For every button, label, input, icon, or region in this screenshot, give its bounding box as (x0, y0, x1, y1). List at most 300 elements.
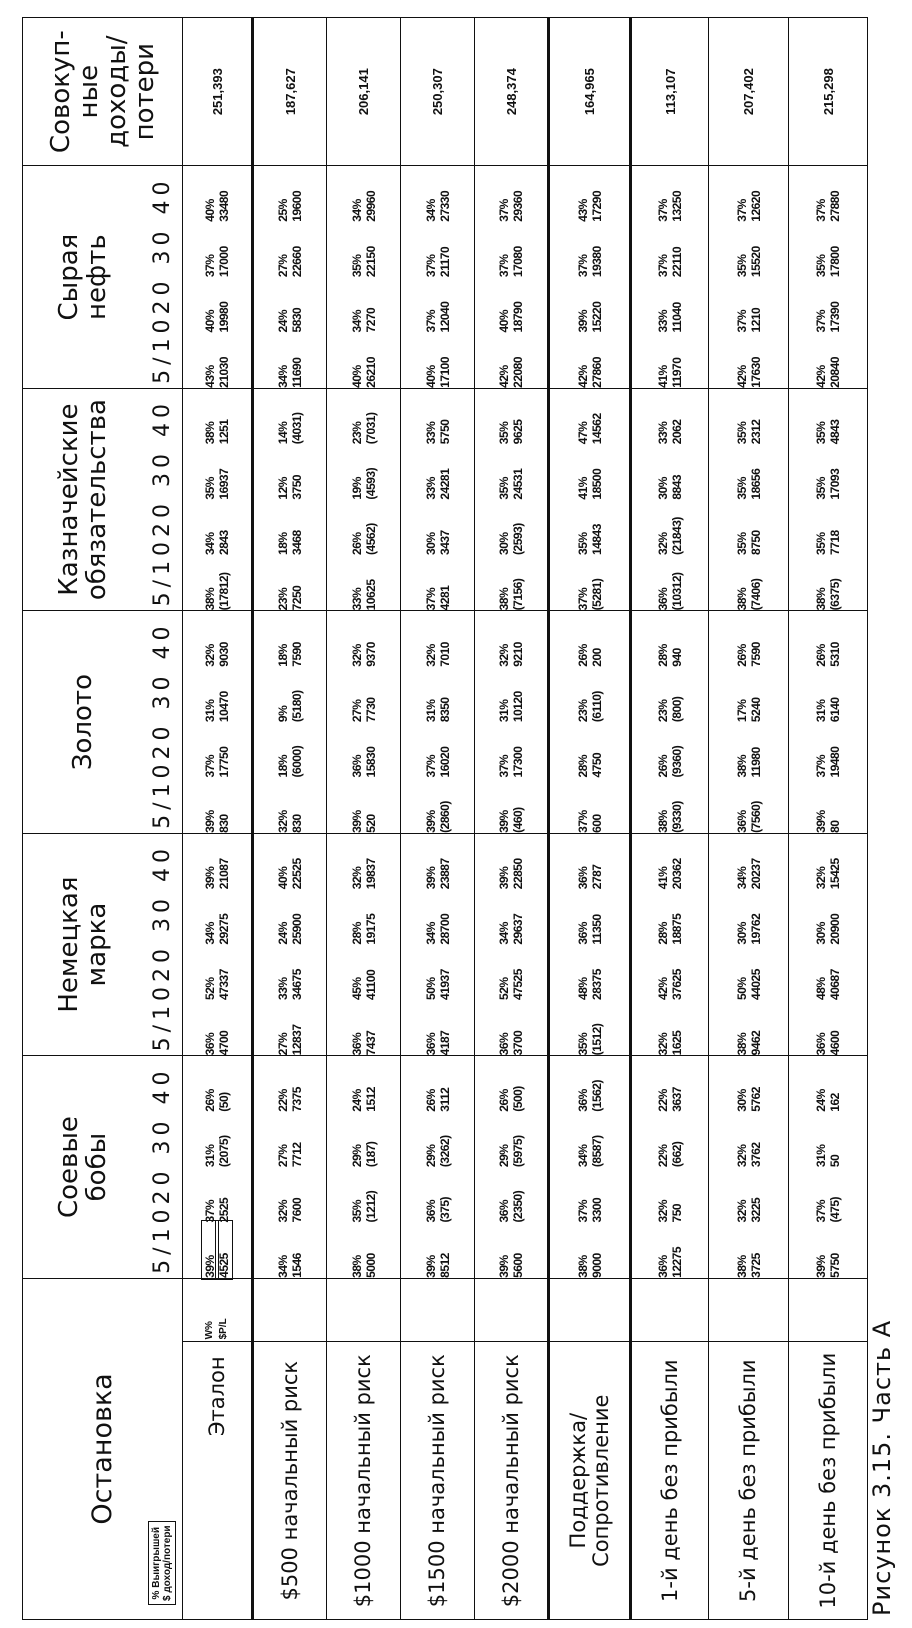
pl-line (590, 166, 604, 388)
pl-value: 4843 (828, 419, 842, 445)
win-pct-value: 30% (734, 1089, 749, 1112)
pl-value: 3725 (748, 1253, 763, 1278)
row-key (789, 1278, 868, 1342)
legend-pl-label: $ доход/потери (162, 1525, 173, 1601)
gold-ticks: 5/1020 30 40 (143, 611, 183, 834)
pl-value: 15425 (828, 858, 842, 890)
win-pct-value: 38% (734, 1255, 749, 1278)
win-pct-value: 39% (423, 810, 438, 833)
pl-value: (17812) (217, 572, 231, 611)
win-pct-value: 30% (497, 532, 511, 555)
pl-value: 4600 (828, 1030, 842, 1056)
pl-line (828, 1056, 842, 1278)
tb-cell (475, 388, 549, 611)
pl-value: (7031) (363, 412, 378, 445)
pl-value: 200 (589, 648, 604, 667)
table-row (631, 18, 709, 1620)
win-pct-line (656, 389, 670, 611)
pl-line (438, 389, 452, 611)
gold-cell (549, 611, 631, 834)
win-pct-value: 34% (423, 922, 438, 945)
win-pct-value: 31% (497, 699, 511, 723)
pl-value: 830 (290, 814, 304, 833)
pl-value: 10625 (363, 579, 378, 611)
soybeans-header-line2: бобы (81, 1132, 112, 1202)
win-pct-value: 24% (276, 922, 290, 945)
win-pct-value: 36% (656, 587, 670, 611)
win-pct-line (735, 611, 749, 833)
win-pct-value: 39% (814, 810, 828, 833)
win-pct-line (350, 166, 364, 388)
tb-cell (631, 388, 709, 611)
win-pct-value: 41% (575, 477, 590, 500)
pl-line (670, 389, 684, 611)
pl-value: 17390 (828, 301, 842, 333)
soy-cell (709, 1056, 789, 1279)
win-pct-value: 36% (656, 1255, 670, 1278)
pl-value: (2593) (511, 523, 525, 555)
win-pct-value: 35% (349, 1199, 364, 1223)
gold-cell (789, 611, 868, 834)
win-pct-value: 40% (497, 309, 511, 333)
win-pct-line (656, 1056, 670, 1278)
win-pct-value: 32% (349, 644, 364, 667)
pl-value: (5180) (290, 690, 304, 723)
pl-line (749, 834, 763, 1056)
pl-line (749, 166, 763, 388)
row-key (401, 1278, 475, 1342)
soy-cell (183, 1056, 253, 1279)
pl-value: 1546 (290, 1253, 304, 1278)
crude-header-line1: Сырая (53, 233, 84, 321)
pl-value: 1251 (217, 419, 231, 445)
total-cell: 207,402 (709, 18, 789, 166)
win-pct-value: 37% (203, 1199, 217, 1223)
win-pct-value: 52% (497, 977, 511, 1000)
pl-value: (1562) (589, 1080, 604, 1112)
win-pct-value: 42% (497, 365, 511, 388)
pl-value: 7730 (363, 697, 378, 723)
crude-cell (789, 166, 868, 389)
pl-line (670, 834, 684, 1056)
win-pct-line (576, 1056, 590, 1278)
pl-value: 16020 (437, 746, 452, 778)
win-pct-value: 37% (575, 587, 590, 611)
pl-line (749, 389, 763, 611)
win-pct-value: 37% (203, 254, 217, 278)
win-pct-value: 35% (814, 254, 828, 278)
dm-cell (401, 833, 475, 1056)
total-cell: 164,965 (549, 18, 631, 166)
win-pct-value: 42% (575, 365, 590, 388)
win-pct-line (814, 166, 828, 388)
pl-line (828, 611, 842, 833)
pl-value: 4281 (437, 585, 452, 611)
total-cell: 251,393 (183, 18, 253, 166)
win-pct-value: 35% (497, 421, 511, 445)
pl-value: 27330 (437, 190, 452, 222)
pl-value: 19980 (217, 301, 231, 333)
win-pct-value: 37% (734, 199, 749, 222)
pl-value: 40687 (828, 969, 842, 1000)
win-pct-value: 37% (575, 254, 590, 278)
pl-value: 3437 (437, 530, 452, 555)
treasury-header-line2: обязательства (81, 399, 112, 601)
gold-cell (401, 611, 475, 834)
win-pct-value: 37% (203, 754, 217, 778)
pl-value: 47525 (511, 969, 525, 1000)
win-pct-value: 35% (814, 532, 828, 555)
pl-value: 22110 (670, 246, 684, 278)
win-pct-value: 34% (497, 922, 511, 945)
win-pct-value: 36% (575, 922, 590, 945)
win-pct-line (576, 166, 590, 388)
pl-value: 3112 (437, 1087, 452, 1112)
total-cell: 248,374 (475, 18, 549, 166)
pl-value: 3225 (748, 1197, 763, 1223)
pl-value: 18790 (511, 301, 525, 333)
win-pct-value: 26% (734, 644, 749, 667)
win-pct-value: 30% (656, 477, 670, 500)
win-pct-value: 26% (814, 644, 828, 667)
pl-line (590, 834, 604, 1056)
pl-value: 7590 (290, 642, 304, 667)
pl-line (290, 1056, 304, 1278)
pl-value: 600 (589, 814, 604, 833)
pl-value: 14843 (589, 524, 604, 555)
total-header-line3: доходы/ (101, 35, 132, 148)
pl-value: 7590 (748, 642, 763, 667)
pl-value: 47337 (217, 969, 231, 1000)
pl-line (511, 166, 525, 388)
win-pct-value: 36% (497, 1032, 511, 1056)
win-pct-value: 38% (497, 587, 511, 611)
pl-value: 8750 (748, 530, 763, 555)
win-pct-value: 40% (423, 365, 438, 388)
pl-value: (10312) (670, 572, 684, 611)
win-pct-line (497, 1056, 511, 1278)
win-pct-line (350, 834, 364, 1056)
pl-line (217, 166, 231, 388)
win-pct-value: 9% (276, 705, 290, 723)
win-pct-value: 32% (423, 644, 438, 667)
pl-value: 21030 (217, 356, 231, 388)
pl-value: 29360 (511, 190, 525, 222)
pl-value: 11040 (670, 302, 684, 333)
pl-value: (500) (511, 1086, 525, 1112)
pl-value: (662) (670, 1141, 684, 1168)
win-pct-value: 32% (656, 1199, 670, 1223)
win-pct-value: 45% (349, 977, 364, 1000)
pl-value: 17300 (511, 746, 525, 778)
table-row (789, 18, 868, 1620)
pl-value: 4750 (589, 752, 604, 778)
pl-value: 11690 (290, 357, 304, 388)
pl-line (438, 611, 452, 833)
win-pct-line (814, 1056, 828, 1278)
win-pct-value: 35% (575, 532, 590, 555)
win-pct-line (497, 834, 511, 1056)
pl-value: 7600 (290, 1197, 304, 1223)
win-pct-value: 19% (349, 477, 364, 500)
win-pct-value: 34% (349, 199, 364, 222)
win-pct-line (814, 389, 828, 611)
win-pct-value: 48% (814, 977, 828, 1000)
win-pct-value: 37% (734, 309, 749, 333)
pl-value: 19762 (748, 913, 763, 945)
win-pct-value: 24% (814, 1089, 828, 1112)
table-row (549, 18, 631, 1620)
soy-cell (549, 1056, 631, 1279)
win-pct-value: 37% (497, 754, 511, 778)
pl-value: 17290 (589, 190, 604, 222)
pl-line (438, 834, 452, 1056)
total-header-line2: ные (73, 64, 104, 119)
row-key (327, 1278, 401, 1342)
win-pct-value: 38% (814, 587, 828, 611)
dm-cell (327, 833, 401, 1056)
pl-value: (375) (437, 1196, 452, 1223)
pl-value: (2350) (511, 1190, 525, 1223)
pl-value: 4700 (217, 1030, 231, 1056)
pl-value: 5750 (828, 1253, 842, 1278)
pl-value: 24531 (511, 468, 525, 500)
soybeans-header (23, 1056, 143, 1279)
pl-line (217, 389, 231, 611)
pl-value: 3750 (290, 474, 304, 500)
win-pct-value: 23% (575, 699, 590, 723)
win-pct-value: 31% (814, 699, 828, 723)
dmark-header-line1: Немецкая (53, 876, 84, 1013)
dmark-ticks: 5/1020 30 40 (143, 833, 183, 1056)
win-pct-value: 34% (276, 1255, 290, 1278)
win-pct-value: 31% (423, 699, 438, 723)
pl-value: (460) (511, 807, 525, 833)
tb-cell (327, 388, 401, 611)
pl-value: 3468 (290, 530, 304, 555)
win-pct-value: 43% (203, 365, 217, 388)
win-pct-value: 40% (349, 365, 364, 388)
pl-value: 15830 (363, 746, 378, 778)
win-pct-value: 33% (656, 309, 670, 333)
win-pct-value: 36% (575, 1089, 590, 1112)
pl-line (828, 166, 842, 388)
pl-value: (5975) (511, 1135, 525, 1168)
pl-line (290, 166, 304, 388)
crude-cell (549, 166, 631, 389)
win-pct-value: 37% (656, 199, 670, 222)
win-pct-value: 32% (203, 644, 217, 667)
win-pct-line (203, 1056, 217, 1278)
win-pct-value: 32% (276, 810, 290, 833)
win-pct-value: 32% (734, 1199, 749, 1223)
win-pct-line (656, 834, 670, 1056)
pl-value: 3762 (748, 1142, 763, 1168)
dm-cell (789, 833, 868, 1056)
win-pct-value: 34% (203, 532, 217, 555)
win-pct-value: 31% (814, 1144, 828, 1168)
pl-value: 5762 (748, 1087, 763, 1112)
row-key (253, 1278, 327, 1342)
win-pct-value: 24% (349, 1089, 364, 1112)
pl-value: (6375) (828, 578, 842, 611)
win-pct-value: 25% (276, 199, 290, 222)
pl-value: 9030 (217, 642, 231, 667)
legend-w-key: W% (204, 1321, 215, 1340)
pl-value: 12040 (437, 301, 452, 333)
win-pct-value: 36% (423, 1199, 438, 1223)
win-pct-line (735, 1056, 749, 1278)
pl-line (511, 389, 525, 611)
pl-value: 14562 (589, 413, 604, 445)
pl-line (364, 1056, 378, 1278)
pl-line (590, 389, 604, 611)
pl-value: 29275 (217, 913, 231, 945)
win-pct-value: 33% (423, 477, 438, 500)
win-pct-value: 37% (423, 754, 438, 778)
row-label: $2000 начальный риск (475, 1342, 549, 1620)
win-pct-line (497, 166, 511, 388)
win-pct-value: 39% (349, 810, 364, 833)
pl-value: 5310 (828, 642, 842, 667)
total-cell: 187,627 (253, 18, 327, 166)
win-pct-value: 14% (276, 421, 290, 445)
pl-value: 520 (363, 814, 378, 833)
win-pct-value: 37% (575, 810, 590, 833)
total-cell: 206,141 (327, 18, 401, 166)
pl-value: 19480 (828, 746, 842, 778)
win-pct-line (424, 834, 438, 1056)
crude-header-line2: нефть (81, 234, 112, 320)
win-pct-value: 40% (276, 866, 290, 890)
pl-value: (4593) (363, 467, 378, 500)
win-pct-line (276, 166, 290, 388)
pl-value: 3700 (511, 1030, 525, 1056)
row-label: 5-й день без прибыли (709, 1342, 789, 1620)
win-pct-line (276, 611, 290, 833)
win-pct-line (576, 611, 590, 833)
gold-cell (253, 611, 327, 834)
row-label: 10-й день без прибыли (789, 1342, 868, 1620)
win-pct-value: 36% (349, 754, 364, 778)
crude-ticks: 5/1020 30 40 (143, 166, 183, 389)
win-pct-value: 37% (423, 309, 438, 333)
table-row (475, 18, 549, 1620)
gold-cell (327, 611, 401, 834)
win-pct-line (276, 389, 290, 611)
win-pct-value: 26% (656, 754, 670, 778)
total-header (23, 18, 183, 166)
pl-value: 29960 (363, 190, 378, 222)
win-pct-value: 38% (656, 810, 670, 833)
row-label: Поддержка/ Сопротивление (549, 1342, 631, 1620)
win-pct-value: 42% (656, 977, 670, 1000)
pl-value: 19175 (363, 913, 378, 945)
win-pct-value: 26% (349, 532, 364, 555)
win-pct-value: 26% (575, 644, 590, 667)
pl-line (217, 611, 231, 833)
pl-value: 20237 (748, 858, 763, 890)
soy-cell (789, 1056, 868, 1279)
win-pct-value: 47% (575, 421, 590, 445)
tb-cell (549, 388, 631, 611)
win-pct-value: 26% (203, 1089, 217, 1112)
win-pct-value: 32% (656, 532, 670, 555)
pl-value: 16937 (217, 468, 231, 500)
total-header-line4: потери (129, 42, 160, 141)
pl-value: 19600 (290, 190, 304, 222)
pl-value: 830 (217, 814, 231, 833)
crude-cell (327, 166, 401, 389)
pl-value: 44025 (748, 969, 763, 1000)
win-pct-line (576, 834, 590, 1056)
pl-value: (800) (670, 696, 684, 723)
row-label: Эталон (183, 1342, 253, 1620)
dm-cell (253, 833, 327, 1056)
row-label: $1000 начальный риск (327, 1342, 401, 1620)
win-pct-value: 22% (656, 1144, 670, 1168)
win-pct-value: 39% (203, 810, 217, 833)
tb-cell (401, 388, 475, 611)
row-key (475, 1278, 549, 1342)
win-pct-value: 35% (349, 254, 364, 278)
win-pct-line (735, 834, 749, 1056)
win-pct-value: 33% (349, 587, 364, 611)
tb-cell (253, 388, 327, 611)
pl-value: 11970 (670, 357, 684, 388)
soy-cell (253, 1056, 327, 1279)
win-pct-value: 32% (734, 1144, 749, 1168)
total-cell: 215,298 (789, 18, 868, 166)
win-pct-value: 23% (276, 587, 290, 611)
pl-line (511, 611, 525, 833)
win-pct-value: 38% (203, 421, 217, 445)
win-pct-line (203, 611, 217, 833)
soy-cell (401, 1056, 475, 1279)
pl-value: 3637 (670, 1087, 684, 1112)
row-label: 1-й день без прибыли (631, 1342, 709, 1620)
win-pct-line (350, 1056, 364, 1278)
win-pct-value: 18% (276, 644, 290, 667)
pl-value: 17750 (217, 746, 231, 778)
win-pct-value: 17% (734, 699, 749, 723)
win-pct-value: 32% (349, 866, 364, 890)
crude-cell (183, 166, 253, 389)
win-pct-value: 36% (734, 810, 749, 833)
pl-value: 15220 (589, 301, 604, 333)
win-pct-value: 34% (276, 365, 290, 388)
win-pct-value: 39% (497, 1255, 511, 1278)
win-pct-value: 35% (203, 477, 217, 500)
win-pct-value: 35% (734, 477, 749, 500)
win-pct-line (814, 834, 828, 1056)
pl-value: (7560) (748, 801, 763, 833)
pl-value: 7712 (290, 1142, 304, 1168)
win-pct-line (656, 166, 670, 388)
pl-value: (1512) (589, 1023, 604, 1056)
pl-value: 17630 (748, 356, 763, 388)
table-row (401, 18, 475, 1620)
pl-value: (7406) (748, 578, 763, 611)
win-pct-value: 18% (276, 532, 290, 555)
soy-cell (475, 1056, 549, 1279)
win-pct-value: 40% (203, 309, 217, 333)
pl-value: 7375 (290, 1087, 304, 1112)
pl-value: 27860 (589, 356, 604, 388)
pl-value: 17800 (828, 246, 842, 278)
pl-value: (6110) (589, 691, 604, 723)
win-pct-line (276, 1056, 290, 1278)
